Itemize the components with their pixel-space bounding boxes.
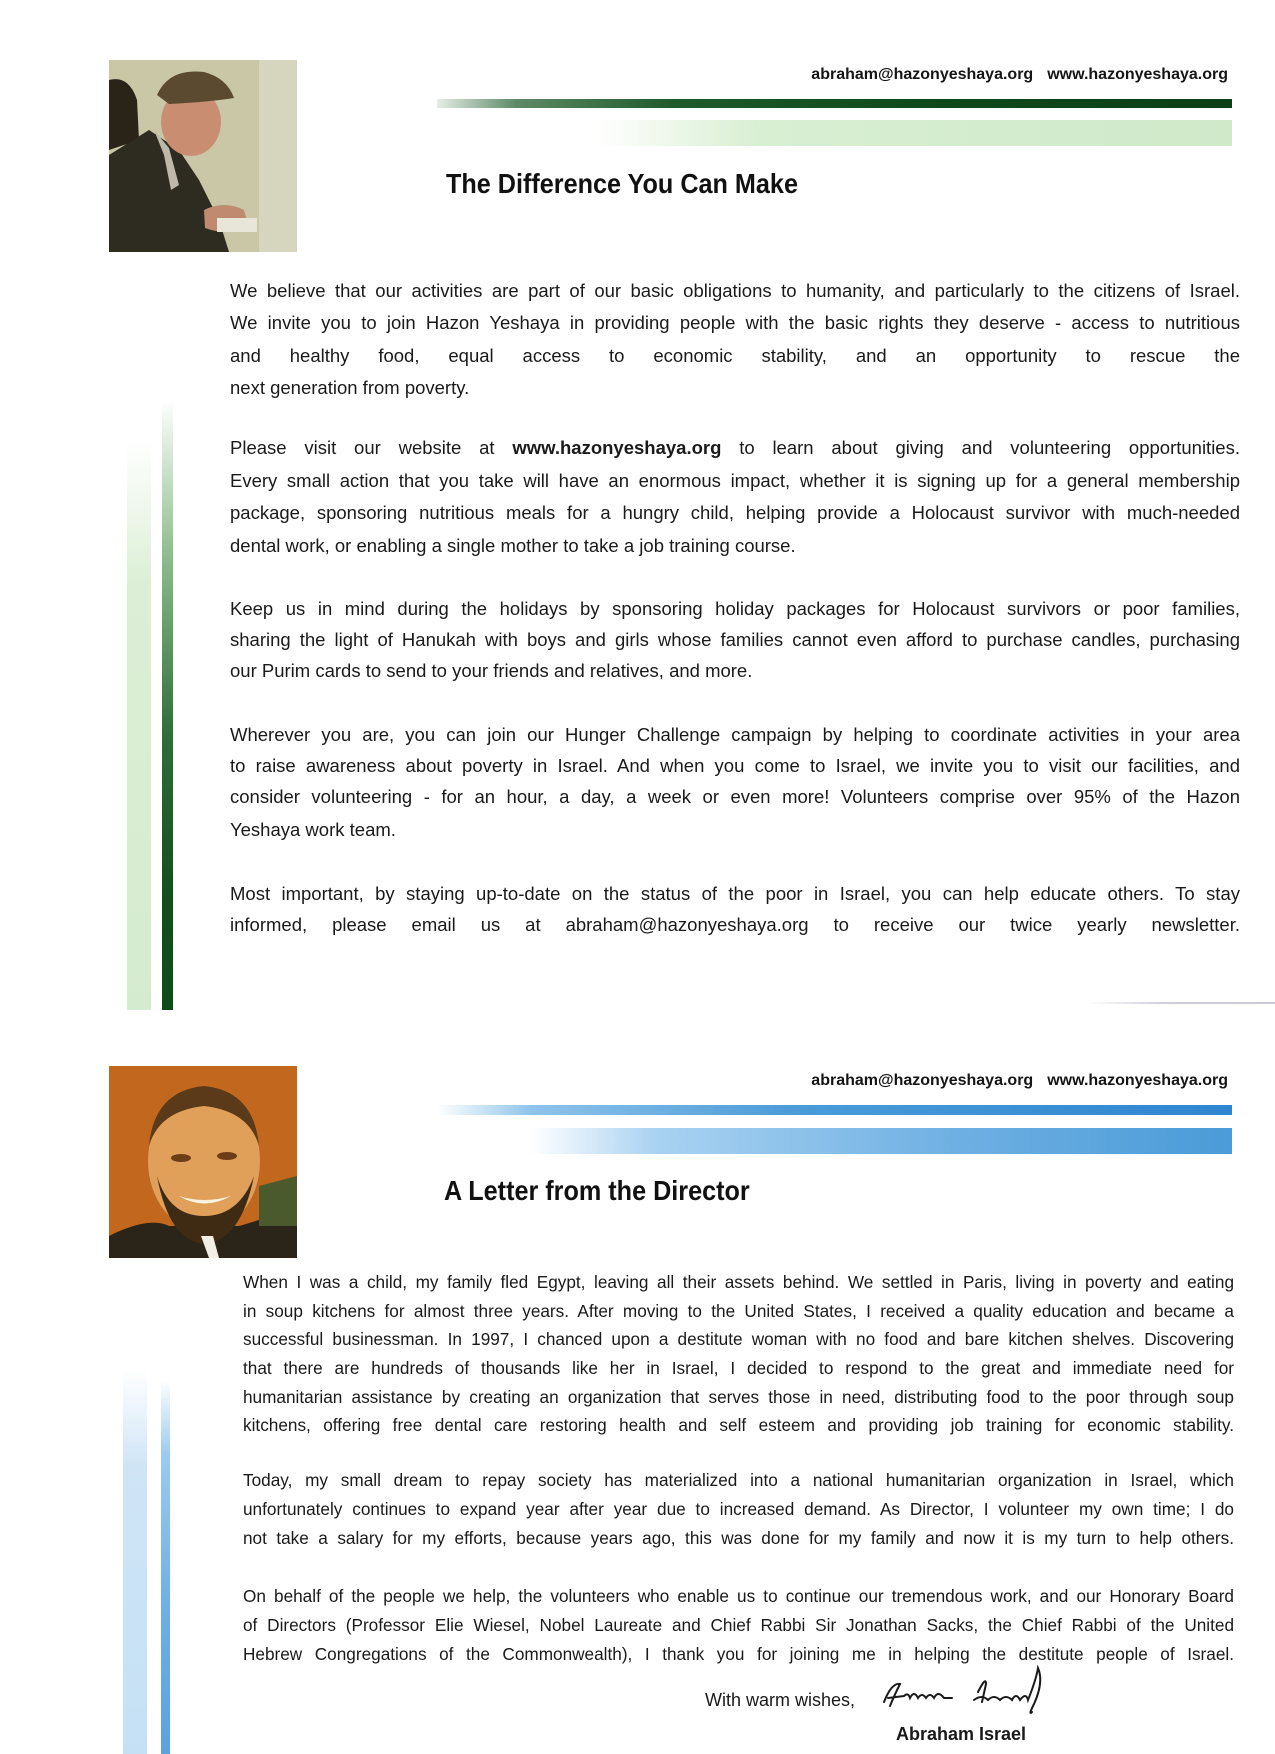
- elderly-man-photo-image: [109, 60, 297, 252]
- header-bar-dark: [437, 99, 1232, 108]
- text-line: Wherever you are, you can join our Hunger Challenge campaign by helping to coordinate activities in your area: [230, 724, 1240, 745]
- header-bar-dark: [437, 1105, 1232, 1115]
- side-bar-dark: [162, 400, 173, 1010]
- text-line: not take a salary for my efforts, because years ago, this was done for my family and now it is my turn to help others.: [243, 1528, 1234, 1548]
- contact-info: [782, 1072, 1228, 1090]
- text-line: Yeshaya work team.: [230, 819, 396, 840]
- side-bar-light: [127, 440, 151, 1010]
- text-line: and healthy food, equal access to economic stability, and an opportunity to rescue the: [230, 345, 1240, 366]
- text-line: package, sponsoring nutritious meals for a hungry child, helping provide a Holocaust survivor with much-needed: [230, 502, 1240, 523]
- text-line: Today, my small dream to repay society has materialized into a national humanitarian organization in Israel, which: [243, 1470, 1234, 1490]
- header-bar-light: [596, 120, 1232, 146]
- text-line: Most important, by staying up-to-date on the status of the poor in Israel, you can help educate others. To stay: [230, 883, 1240, 904]
- text-line: humanitarian assistance by creating an organization that serves those in need, distributing food to the poor through soup: [243, 1387, 1234, 1407]
- signature-icon: [878, 1662, 1048, 1722]
- text-line: to raise awareness about poverty in Israel. And when you come to Israel, we invite you to visit our facilities, and: [230, 755, 1240, 776]
- director-portrait-photo-image: [109, 1066, 297, 1258]
- text-line: Hebrew Congregations of the Commonwealth), I thank you for joining me in helping the destitute people of Israel.: [243, 1644, 1234, 1664]
- closing-text: With warm wishes,: [705, 1690, 856, 1710]
- text-line: next generation from poverty.: [230, 377, 470, 398]
- section-divider: [1085, 1002, 1275, 1004]
- director-portrait-photo: [109, 1066, 297, 1258]
- handwritten-signature: [878, 1662, 1048, 1722]
- text-line: sharing the light of Hanukah with boys and girls whose families cannot even afford to purchase candles, purchasing: [230, 629, 1240, 650]
- signer-name: Abraham Israel: [896, 1724, 1027, 1744]
- contact-info: [786, 66, 1228, 84]
- text-line: successful businessman. In 1997, I chanced upon a destitute woman with no food and bare kitchen shelves. Discovering: [243, 1329, 1234, 1349]
- text-line: our Purim cards to send to your friends and relatives, and more.: [230, 660, 753, 681]
- text-line: When I was a child, my family fled Egypt, leaving all their assets behind. We settled in Paris, living in poverty and eating: [243, 1272, 1234, 1292]
- text-line: unfortunately continues to expand year after year due to increased demand. As Director, I volunteer my own time; I do: [243, 1499, 1234, 1519]
- text-line: kitchens, offering free dental care restoring health and self esteem and providing job training for economic stability.: [243, 1415, 1234, 1435]
- text-line: We believe that our activities are part of our basic obligations to humanity, and particularly to the citizens of Israel.: [230, 280, 1240, 301]
- text-line: Keep us in mind during the holidays by sponsoring holiday packages for Holocaust survivors or poor families,: [230, 598, 1240, 619]
- text-line: of Directors (Professor Elie Wiesel, Nobel Laureate and Chief Rabbi Sir Jonathan Sacks, the Chief Rabbi of the United: [243, 1615, 1234, 1635]
- text-line: informed, please email us at abraham@hazonyeshaya.org to receive our twice yearly newsletter.: [230, 914, 1240, 935]
- text-line: We invite you to join Hazon Yeshaya in providing people with the basic rights they deserve - access to nutritious: [230, 312, 1240, 333]
- text-line: consider volunteering - for an hour, a day, a week or even more! Volunteers comprise over 95% of the Hazon: [230, 786, 1240, 807]
- text-segment: to learn about giving and volunteering opportunities.: [721, 437, 1240, 458]
- contact-email[interactable]: abraham@hazonyeshaya.org: [811, 1072, 1034, 1089]
- elderly-man-photo: [109, 60, 297, 252]
- text-line: in soup kitchens for almost three years. After moving to the United States, I received a quality education and became a: [243, 1301, 1234, 1321]
- contact-website[interactable]: www.hazonyeshaya.org: [1047, 66, 1228, 83]
- header-bar-light: [530, 1128, 1232, 1154]
- contact-website[interactable]: www.hazonyeshaya.org: [1047, 1072, 1228, 1089]
- section-title: A Letter from the Director: [444, 1175, 750, 1206]
- text-line: that there are hundreds of thousands like her in Israel, I decided to respond to the great and immediate need for: [243, 1358, 1234, 1378]
- website-link[interactable]: www.hazonyeshaya.org: [512, 437, 722, 458]
- section-title: The Difference You Can Make: [446, 168, 798, 199]
- text-segment: Please visit our website at: [230, 437, 513, 458]
- contact-email[interactable]: abraham@hazonyeshaya.org: [811, 66, 1034, 83]
- text-line: On behalf of the people we help, the volunteers who enable us to continue our tremendous work, and our Honorary Board: [243, 1586, 1234, 1606]
- text-line: dental work, or enabling a single mother to take a job training course.: [230, 535, 796, 556]
- text-line: [230, 435, 1240, 463]
- side-bar-dark: [161, 1380, 170, 1754]
- text-line: Every small action that you take will have an enormous impact, whether it is signing up for a general membership: [230, 470, 1240, 491]
- side-bar-light: [123, 1370, 147, 1754]
